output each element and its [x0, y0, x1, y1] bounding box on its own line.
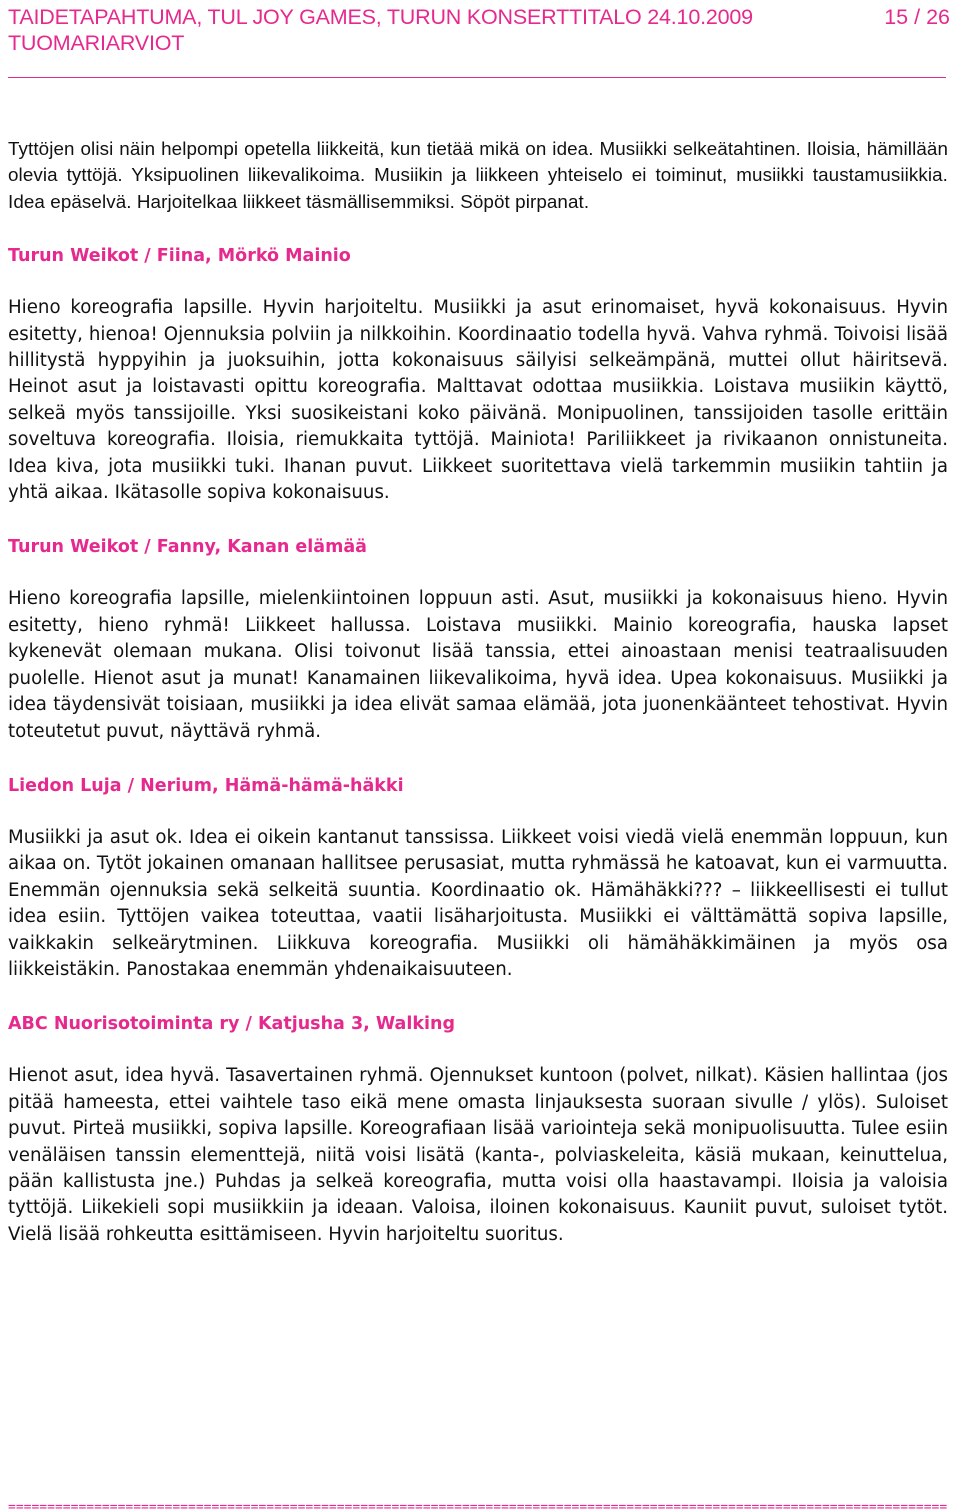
footer-separator: ========================================================================================================================	[8, 1501, 948, 1511]
header-divider	[8, 77, 946, 78]
intro-paragraph: Tyttöjen olisi näin helpompi opetella liikkeitä, kun tietää mikä on idea. Musiikki selkeätahtinen. Iloisia, hämillään olevia tyttöjä. Yksipuolinen liikevalikoima. Musiikin ja liikkeen yhteiselo ei toiminut, musiikki taustamusiikkia. Idea epäselvä. Harjoitelkaa liikkeet täsmällisemmiksi. Söpöt pirpanat.	[8, 138, 948, 212]
page-separator: /	[914, 5, 921, 29]
document-subtitle: TUOMARIARVIOT	[8, 31, 185, 55]
document-body	[8, 136, 948, 1248]
section-title: Turun Weikot / Fanny, Kanan elämää	[8, 537, 367, 558]
page-current: 15	[884, 5, 909, 29]
section-paragraph: Musiikki ja asut ok. Idea ei oikein kantanut tanssissa. Liikkeet voisi viedä vielä enemmän loppuun, kun aikaa on. Tytöt jokainen omanaan hallitsee perusasiat, mutta ryhmässä he katoavat, kun ei varmuutta. Enemmän ojennuksia sekä selkeitä suuntia. Koordinaatio ok. Hämähäkki??? – liikkeellisesti ei tullut idea esiin. Tyttöjen vaikea toteuttaa, vaatii lisäharjoitusta. Musiikki ei välttämättä sopiva lapsille, vaikkakin selkeärytminen. Liikkuva koreografia. Musiikki oli hämähäkkimäinen ja myös osa liikkeistäkin. Panostakaa enemmän yhdenaikaisuuteen.	[8, 826, 948, 980]
section-title: ABC Nuorisotoiminta ry / Katjusha 3, Walking	[8, 1014, 455, 1035]
page-number	[884, 4, 950, 30]
event-title: TAIDETAPAHTUMA, TUL JOY GAMES, TURUN KONSERTTITALO 24.10.2009	[8, 5, 753, 29]
page-total: 26	[926, 5, 950, 29]
section-paragraph: Hienot asut, idea hyvä. Tasavertainen ryhmä. Ojennukset kuntoon (polvet, nilkat). Käsien hallintaa (jos pitää hameesta, ettei vaihtele taso eikä mene omasta linjauksesta suoraan sivulle / ylös). Suloiset puvut. Pirteä musiikki, sopiva lapsille. Koreografiaan lisää variointeja sekä monipuolisuutta. Tulee esiin venäläisen tanssin elementtejä, niitä voisi lisätä (kanta-, polviaskeleita, käsiä mukaan, keinuttelua, pään kallistusta jne.) Puhdas ja selkeä koreografia, mutta voisi olla haastavampi. Iloisia ja valoisia tyttöjä. Liikekieli sopi musiikkiin ja ideaan. Valoisa, iloinen kokonaisuus. Kauniit puvut, suloiset tytöt. Vielä lisää rohkeutta esittämiseen. Hyvin harjoiteltu suoritus.	[8, 1065, 948, 1245]
section-paragraph: Hieno koreografia lapsille, mielenkiintoinen loppuun asti. Asut, musiikki ja kokonaisuus hieno. Hyvin esitetty, hieno ryhmä! Liikkeet hallussa. Loistava musiikki. Mainio koreografia, hauska lapset kykenevät olemaan mukana. Olisi toivonut lisää tanssia, ettei ainoastaan menisi teatraalisuuden puolelle. Hienot asut ja munat! Kanamainen liikevalikoima, hyvä idea. Upea kokonaisuus. Musiikki ja idea täydensivät toisiaan, musiikki ja idea elivät samaa elämää, jota juonenkäänteet tehostivat. Hyvin toteutetut puvut, näyttävä ryhmä.	[8, 588, 948, 742]
section-paragraph: Hieno koreografia lapsille. Hyvin harjoiteltu. Musiikki ja asut erinomaiset, hyvä kokonaisuus. Hyvin esitetty, hienoa! Ojennuksia polviin ja nilkkoihin. Koordinaatio todella hyvä. Vahva ryhmä. Toivoisi lisää hillitystä hyppyihin ja juoksuihin, jotta kokonaisuus säilyisi selkeämpänä, muttei ollut häiritsevä. Heinot asut ja loistavasti opittu koreografia. Malttavat odottaa musiikkia. Loistava musiikin käyttö, selkeä myös tanssijoille. Yksi suosikeistani koko päivänä. Monipuolinen, tanssijoiden tasolle erittäin soveltuva koreografia. Iloisia, riemukkaita tyttöjä. Mainiota! Pariliikkeet ja rivikaanon onnistuneita. Idea kiva, jota musiikki tuki. Ihanan puvut. Liikkeet suoritettava vielä tarkemmin musiikin tahtiin ja yhtä aikaa. Ikätasolle sopiva kokonaisuus.	[8, 297, 948, 504]
page-header	[8, 4, 950, 64]
section-title: Liedon Luja / Nerium, Hämä-hämä-häkki	[8, 775, 404, 796]
section-title: Turun Weikot / Fiina, Mörkö Mainio	[8, 246, 351, 267]
